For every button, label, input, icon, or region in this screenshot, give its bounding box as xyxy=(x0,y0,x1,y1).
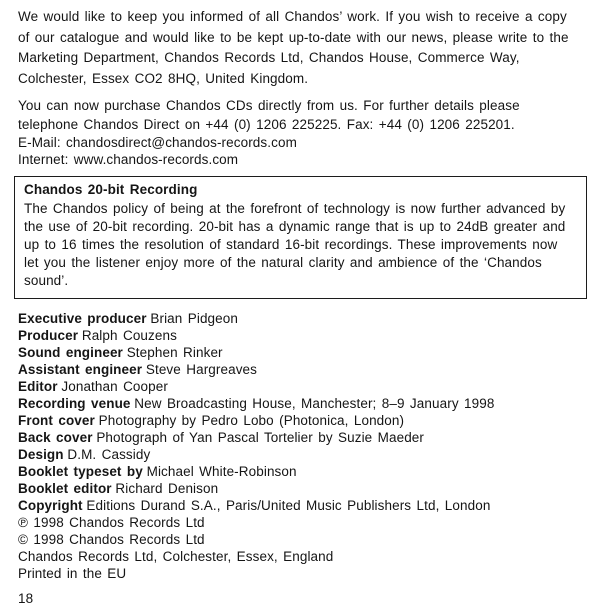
purchase-paragraph: You can now purchase Chandos CDs directly from us. For further details please telephone Chandos Direct on +44 (0) 1206 225225. Fax: +44 (0) 1206 225201. xyxy=(18,98,520,132)
credit-value: Ralph Couzens xyxy=(81,327,177,343)
credit-value: D.M. Cassidy xyxy=(67,446,151,462)
credit-value: ℗ 1998 Chandos Records Ltd xyxy=(18,514,205,530)
credit-line-back-cover xyxy=(18,429,582,446)
contact-email-line: E-Mail: chandosdirect@chandos-records.com xyxy=(18,135,297,150)
credit-line-producer xyxy=(18,327,582,344)
credit-value: Chandos Records Ltd, Colchester, Essex, England xyxy=(18,548,334,564)
credit-value: Richard Denison xyxy=(115,480,219,496)
credit-line-booklet-editor xyxy=(18,480,582,497)
credit-line-editor xyxy=(18,378,582,395)
credit-line-design xyxy=(18,446,582,463)
credit-line-executive-producer xyxy=(18,310,582,327)
credit-label: Editor xyxy=(18,378,58,394)
credit-value: Jonathan Cooper xyxy=(61,378,168,394)
credit-line-phonogram xyxy=(18,514,582,531)
credit-value: Michael White-Robinson xyxy=(146,463,297,479)
credit-line-front-cover xyxy=(18,412,582,429)
credit-line-copyright-year xyxy=(18,531,582,548)
recording-box-title: Chandos 20-bit Recording xyxy=(24,182,198,197)
credit-value: Brian Pidgeon xyxy=(150,310,238,326)
credit-line-company-address xyxy=(18,548,582,565)
contact-internet-line: Internet: www.chandos-records.com xyxy=(18,152,239,167)
credit-label: Booklet editor xyxy=(18,480,112,496)
recording-info-box xyxy=(14,176,587,299)
credit-line-booklet-typeset xyxy=(18,463,582,480)
credit-value: © 1998 Chandos Records Ltd xyxy=(18,531,205,547)
credit-label: Back cover xyxy=(18,429,93,445)
credit-value: Steve Hargreaves xyxy=(145,361,258,377)
credit-label: Booklet typeset by xyxy=(18,463,143,479)
credit-value: Stephen Rinker xyxy=(126,344,223,360)
credit-label: Recording venue xyxy=(18,395,131,411)
credit-line-printed-in xyxy=(18,565,582,582)
credit-value: Photograph of Yan Pascal Tortelier by Suzie Maeder xyxy=(96,429,425,445)
recording-box-body: The Chandos policy of being at the forefront of technology is now further advanced by the use of 20-bit recording. 20-bit has a dynamic range that is up to 24dB greater and up to 16 times the resolution of standard 16-bit recordings. These improvements now let you the listener enjoy more of the natural clarity and ambience of the ‘Chandos sound’. xyxy=(24,200,566,289)
credit-label: Copyright xyxy=(18,497,83,513)
credit-line-recording-venue xyxy=(18,395,582,412)
credit-line-assistant-engineer xyxy=(18,361,582,378)
credit-label: Producer xyxy=(18,327,79,343)
credit-value: Printed in the EU xyxy=(18,565,127,581)
credit-label: Design xyxy=(18,446,64,462)
credits-list xyxy=(18,310,582,582)
credit-value: New Broadcasting House, Manchester; 8–9 January 1998 xyxy=(134,395,495,411)
credit-label: Sound engineer xyxy=(18,344,123,360)
credit-label: Executive producer xyxy=(18,310,147,326)
intro-paragraph: We would like to keep you informed of all Chandos’ work. If you wish to receive a copy of our catalogue and would like to be kept up-to-date with our news, please write to the Marketing Department, Chandos Records Ltd, Chandos House, Commerce Way, Colchester, Essex CO2 8HQ, United Kingdom. xyxy=(18,9,569,86)
credit-value: Editions Durand S.A., Paris/United Music Publishers Ltd, London xyxy=(86,497,491,513)
credit-line-copyright xyxy=(18,497,582,514)
credit-label: Assistant engineer xyxy=(18,361,143,377)
credit-line-sound-engineer xyxy=(18,344,582,361)
credit-label: Front cover xyxy=(18,412,95,428)
page-number: 18 xyxy=(18,590,34,606)
credit-value: Photography by Pedro Lobo (Photonica, London) xyxy=(98,412,405,428)
